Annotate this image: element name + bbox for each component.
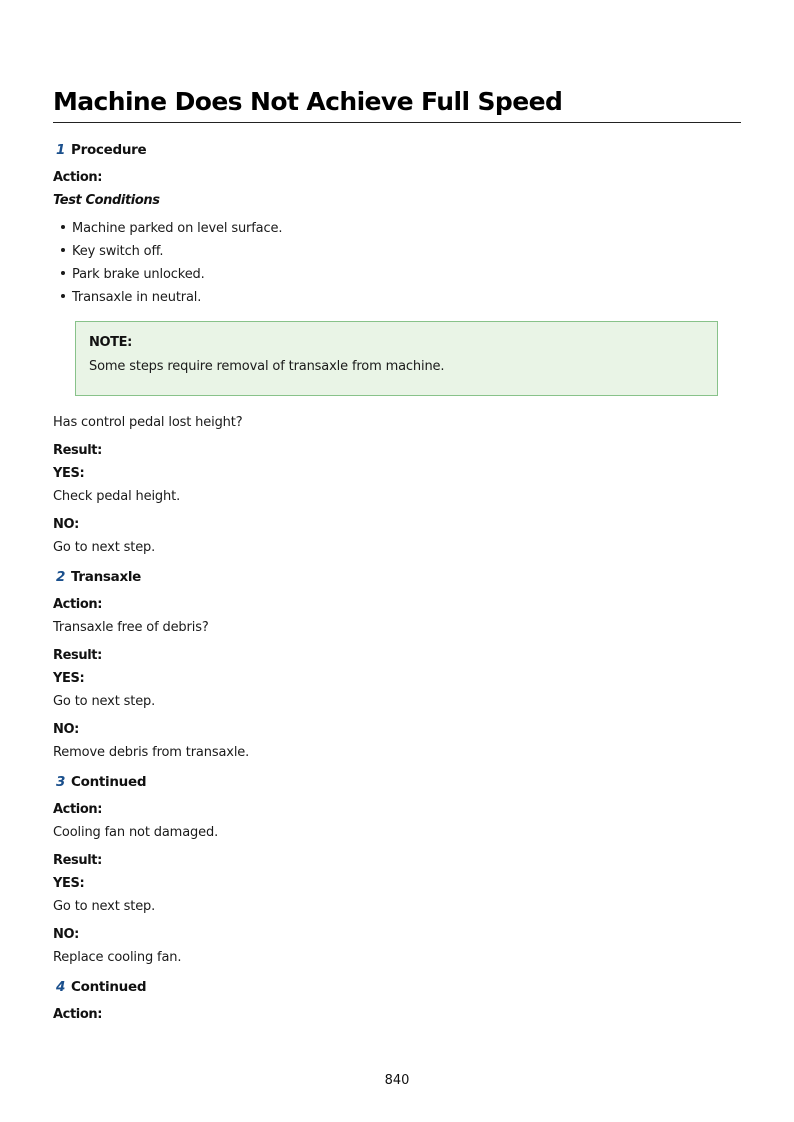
- step-2-no-label: NO:: [53, 722, 79, 737]
- step-1-action-label: Action:: [53, 170, 103, 185]
- step-3-yes-label: YES:: [53, 876, 85, 891]
- step-3-result-label: Result:: [53, 853, 102, 868]
- step-1-no-label: NO:: [53, 517, 79, 532]
- test-conditions-heading: Test Conditions: [53, 193, 160, 208]
- step-2-title: Transaxle: [71, 569, 142, 585]
- step-2-result-label: Result:: [53, 648, 102, 663]
- step-4-title: Continued: [71, 979, 147, 995]
- page-title: Machine Does Not Achieve Full Speed: [53, 87, 563, 116]
- bullet-icon: [61, 294, 65, 298]
- list-item: Key switch off.: [72, 244, 164, 259]
- list-item: Transaxle in neutral.: [72, 290, 202, 305]
- step-1-yes-label: YES:: [53, 466, 85, 481]
- note-text: Some steps require removal of transaxle from machine.: [89, 359, 445, 374]
- step-2-no-text: Remove debris from transaxle.: [53, 745, 250, 760]
- step-3-question: Cooling fan not damaged.: [53, 825, 219, 840]
- note-box: [75, 321, 718, 396]
- step-2-yes-label: YES:: [53, 671, 85, 686]
- step-4-number: 4: [56, 979, 66, 995]
- page-number: 840: [384, 1073, 410, 1088]
- step-2-action-label: Action:: [53, 597, 103, 612]
- step-1-number: 1: [56, 142, 66, 158]
- step-3-no-label: NO:: [53, 927, 79, 942]
- title-underline: [53, 122, 741, 123]
- step-3-heading: [53, 773, 146, 791]
- bullet-icon: [61, 248, 65, 252]
- list-item: Machine parked on level surface.: [72, 221, 283, 236]
- step-1-heading: [53, 141, 146, 159]
- step-2-heading: [53, 568, 141, 586]
- step-1-title: Procedure: [71, 142, 147, 158]
- step-1-question: Has control pedal lost height?: [53, 415, 243, 430]
- step-2-yes-text: Go to next step.: [53, 694, 156, 709]
- step-3-no-text: Replace cooling fan.: [53, 950, 182, 965]
- step-1-result-label: Result:: [53, 443, 102, 458]
- step-1-no-text: Go to next step.: [53, 540, 156, 555]
- bullet-icon: [61, 271, 65, 275]
- step-3-number: 3: [56, 774, 66, 790]
- bullet-icon: [61, 225, 65, 229]
- step-4-action-label: Action:: [53, 1007, 103, 1022]
- step-1-yes-text: Check pedal height.: [53, 489, 181, 504]
- step-3-action-label: Action:: [53, 802, 103, 817]
- step-2-number: 2: [56, 569, 66, 585]
- step-4-heading: [53, 978, 146, 996]
- list-item: Park brake unlocked.: [72, 267, 205, 282]
- step-3-title: Continued: [71, 774, 147, 790]
- note-label: NOTE:: [89, 335, 132, 350]
- step-2-question: Transaxle free of debris?: [53, 620, 209, 635]
- step-3-yes-text: Go to next step.: [53, 899, 156, 914]
